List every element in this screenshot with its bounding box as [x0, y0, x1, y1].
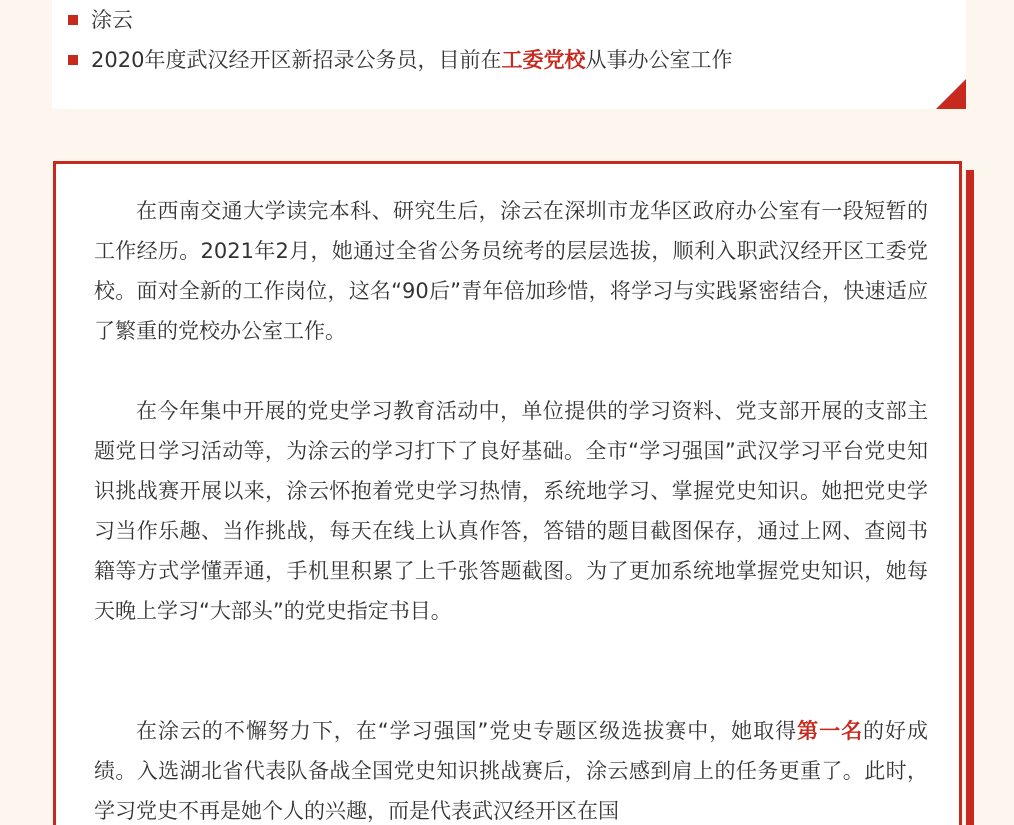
frame-shadow-bar	[966, 170, 974, 825]
first-place-highlight: 第一名	[797, 719, 864, 743]
article-paragraph-3	[94, 711, 928, 825]
corner-triangle-decoration	[936, 79, 966, 109]
profile-info-card	[52, 0, 966, 109]
profile-description-line	[68, 45, 732, 75]
paragraph-3-text-end: 的好成绩。入选湖北省代表队备战全国党史知识挑战赛后，涂云感到肩上的任务更重了。此时，学习党史不再是她个人的兴趣，而是代表武汉经开区在国	[94, 719, 929, 823]
profile-description-text-end: 从事办公室工作	[585, 48, 733, 72]
article-text-frame	[53, 161, 962, 825]
square-bullet-icon	[68, 15, 78, 25]
profile-name: 涂云	[91, 8, 133, 32]
article-paragraph-1: 在西南交通大学读完本科、研究生后，涂云在深圳市龙华区政府办公室有一段短暂的工作经历。2021年2月，她通过全省公务员统考的层层选拔，顺利入职武汉经开区工委党校。面对全新的工作岗位，这名“90后”青年倍加珍惜，将学习与实践紧密结合，快速适应了繁重的党校办公室工作。	[94, 199, 928, 343]
article-paragraph-2: 在今年集中开展的党史学习教育活动中，单位提供的学习资料、党支部开展的支部主题党日学习活动等，为涂云的学习打下了良好基础。全市“学习强国”武汉学习平台党史知识挑战赛开展以来，涂云怀抱着党史学习热情，系统地学习、掌握党史知识。她把党史学习当作乐趣、当作挑战，每天在线上认真作答，答错的题目截图保存，通过上网、查阅书籍等方式学懂弄通，手机里积累了上千张答题截图。为了更加系统地掌握党史知识，她每天晚上学习“大部头”的党史指定书目。	[94, 399, 928, 623]
square-bullet-icon	[68, 55, 78, 65]
profile-name-line	[68, 5, 133, 35]
profile-description-text: 2020年度武汉经开区新招录公务员，目前在	[91, 48, 502, 72]
paragraph-3-text: 在涂云的不懈努力下，在“学习强国”党史专题区级选拔赛中，她取得	[136, 719, 798, 743]
profile-workplace-highlight: 工委党校	[501, 48, 586, 72]
